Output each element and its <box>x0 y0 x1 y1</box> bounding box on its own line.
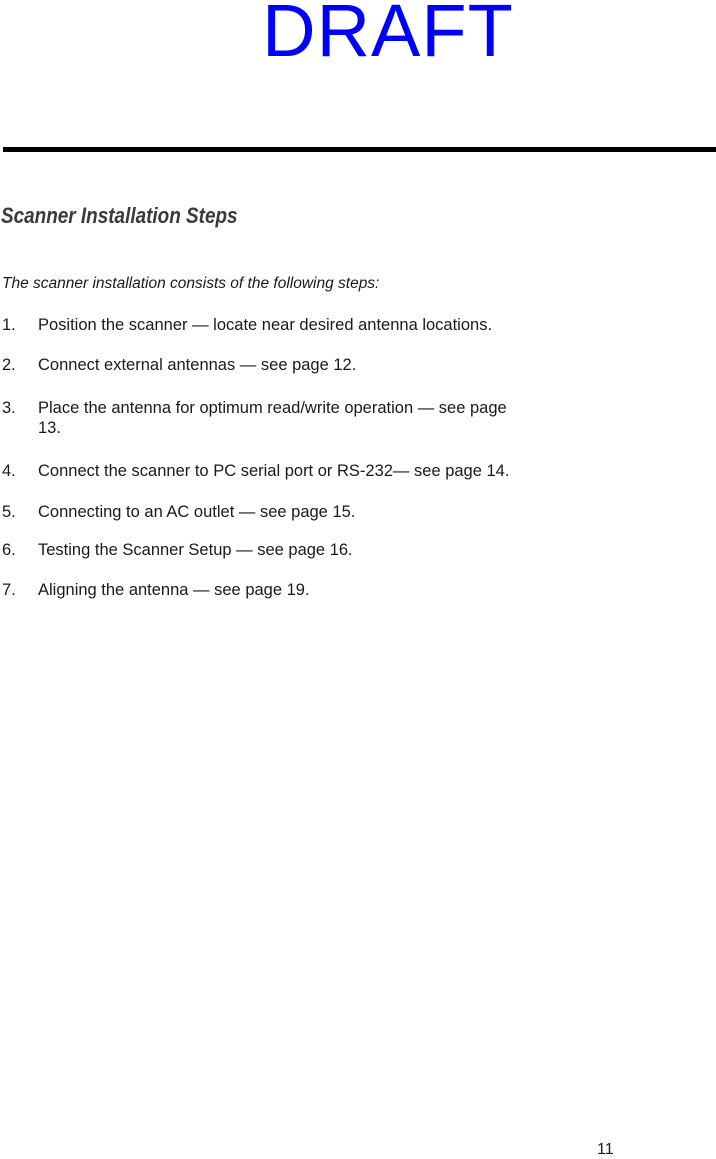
step-number: 3. <box>2 399 16 417</box>
step-number: 5. <box>2 503 16 521</box>
draft-watermark: DRAFT <box>262 0 514 72</box>
step-text: Connect the scanner to PC serial port or RS-232— see page 14. <box>38 462 510 480</box>
page-number: 11 <box>597 1141 614 1158</box>
step-text: Place the antenna for optimum read/write operation — see page 13. <box>38 399 507 437</box>
section-title: Scanner Installation Steps <box>1 203 238 228</box>
step-number: 1. <box>2 316 16 334</box>
step-text: Aligning the antenna — see page 19. <box>38 581 310 599</box>
step-number: 7. <box>2 581 16 599</box>
step-text: Position the scanner — locate near desired antenna locations. <box>38 316 493 334</box>
step-number: 6. <box>2 541 16 559</box>
step-text: Testing the Scanner Setup — see page 16. <box>38 541 353 559</box>
step-number: 4. <box>2 462 16 480</box>
header-rule <box>3 147 716 152</box>
step-text: Connecting to an AC outlet — see page 15. <box>38 503 356 521</box>
step-number: 2. <box>2 356 16 374</box>
step-text: Connect external antennas — see page 12. <box>38 356 357 374</box>
intro-text: The scanner installation consists of the following steps: <box>2 275 380 292</box>
